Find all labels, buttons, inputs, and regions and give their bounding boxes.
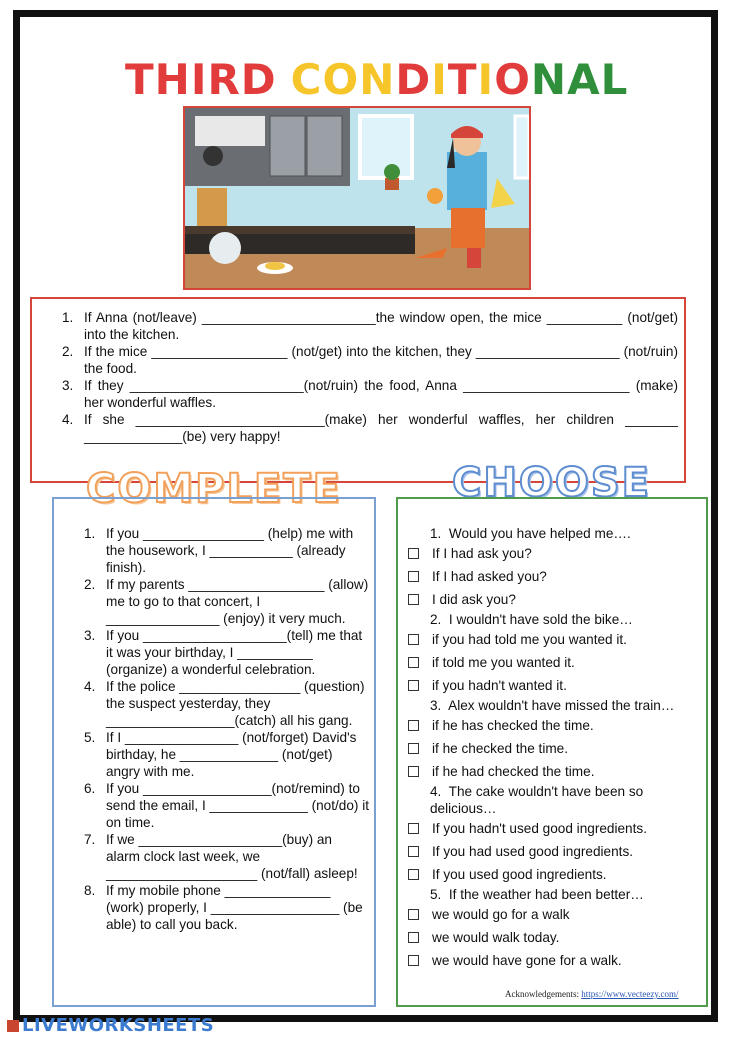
- item-text: If they _______________________(not/ruin) the food, Anna ______________________ (make) her wonderful waffles.: [84, 378, 678, 410]
- item-number: 3.: [62, 378, 74, 393]
- checkbox-icon[interactable]: [408, 594, 419, 605]
- choose-option[interactable]: [398, 863, 710, 886]
- choose-option[interactable]: [398, 565, 710, 588]
- item-text: If my mobile phone ______________ (work) properly, I _________________ (be able) to call you back.: [106, 883, 363, 932]
- title-letter: I: [190, 55, 208, 104]
- title-letter: R: [207, 55, 241, 104]
- option-label: we would walk today.: [432, 930, 560, 945]
- option-label: we would go for a walk: [432, 907, 570, 922]
- item-number: 3.: [84, 628, 96, 643]
- checkbox-icon[interactable]: [408, 766, 419, 777]
- exercise-item: [62, 309, 678, 343]
- option-label: if you had told me you wanted it.: [432, 632, 627, 647]
- item-number: 2.: [84, 577, 96, 592]
- title-letter: I: [477, 55, 495, 104]
- option-label: If you used good ingredients.: [432, 867, 607, 882]
- choose-option[interactable]: [398, 903, 710, 926]
- item-number: 4.: [62, 412, 74, 427]
- exercise-list: [62, 309, 678, 445]
- complete-item: [84, 678, 369, 729]
- item-text: If we ___________________(buy) an alarm clock last week, we ____________________ (not/fall) asleep!: [106, 832, 358, 881]
- choose-option[interactable]: [398, 817, 710, 840]
- choose-box: [396, 497, 708, 1007]
- checkbox-icon[interactable]: [408, 955, 419, 966]
- item-number: 1.: [62, 310, 74, 325]
- title-letter: O: [494, 55, 531, 104]
- title-letter: D: [395, 55, 432, 104]
- option-label: If you had used good ingredients.: [432, 844, 634, 859]
- option-label: if he had checked the time.: [432, 764, 595, 779]
- choose-question: 5. If the weather had been better…: [430, 887, 644, 902]
- checkbox-icon[interactable]: [408, 634, 419, 645]
- choose-option[interactable]: [398, 628, 710, 651]
- kitchen-illustration: [183, 106, 531, 290]
- choose-list: [398, 525, 710, 972]
- checkbox-icon[interactable]: [408, 823, 419, 834]
- item-number: 4.: [84, 679, 96, 694]
- checkbox-icon[interactable]: [408, 720, 419, 731]
- option-label: If I had asked you?: [432, 569, 547, 584]
- liveworksheets-logo: [7, 1015, 214, 1036]
- choose-option[interactable]: [398, 651, 710, 674]
- choose-option[interactable]: [398, 760, 710, 783]
- complete-item: [84, 729, 369, 780]
- title-letter: C: [290, 55, 323, 104]
- checkbox-icon[interactable]: [408, 548, 419, 559]
- choose-option[interactable]: [398, 588, 710, 611]
- item-number: 1.: [84, 526, 96, 541]
- option-label: if he checked the time.: [432, 741, 569, 756]
- checkbox-icon[interactable]: [408, 571, 419, 582]
- choose-question: 4. The cake wouldn't have been so delicious…: [430, 784, 647, 816]
- complete-item: [84, 576, 369, 627]
- exercise-item: [62, 411, 678, 445]
- item-number: 5.: [84, 730, 96, 745]
- title-letter: D: [240, 55, 277, 104]
- checkbox-icon[interactable]: [408, 743, 419, 754]
- complete-box: [52, 497, 376, 1007]
- logo-text: LIVEWORKSHEETS: [22, 1015, 215, 1036]
- page-title: [125, 55, 629, 111]
- title-letter: N: [530, 55, 568, 104]
- acknowledgements-link[interactable]: https://www.vecteezy.com/: [581, 989, 679, 999]
- choose-option[interactable]: [398, 840, 710, 863]
- choose-option[interactable]: [398, 542, 710, 565]
- item-text: If my parents __________________ (allow) me to go to that concert, I _______________ (enjoy) it very much.: [106, 577, 369, 626]
- exercise-third-conditional-box: [30, 297, 686, 483]
- item-number: 2.: [62, 344, 74, 359]
- item-text: If I _______________ (not/forget) David's birthday, he _____________ (not/get) angry with me.: [106, 730, 357, 779]
- choose-question: 2. I wouldn't have sold the bike…: [430, 612, 633, 627]
- complete-item: [84, 525, 369, 576]
- complete-heading: COMPLETE: [86, 466, 342, 512]
- complete-item: [84, 831, 369, 882]
- exercise-item: [62, 343, 678, 377]
- choose-option[interactable]: [398, 926, 710, 949]
- item-number: 6.: [84, 781, 96, 796]
- complete-item: [84, 882, 369, 933]
- complete-list: [84, 525, 369, 933]
- choose-option[interactable]: [398, 714, 710, 737]
- exercise-item: [62, 377, 678, 411]
- choose-question: 1. Would you have helped me….: [430, 526, 631, 541]
- checkbox-icon[interactable]: [408, 932, 419, 943]
- title-letter: T: [125, 55, 155, 104]
- checkbox-icon[interactable]: [408, 846, 419, 857]
- item-text: If you ___________________(tell) me that it was your birthday, I __________ (organize) a wonderful celebration.: [106, 628, 363, 677]
- title-letter: A: [567, 55, 601, 104]
- item-text: If Anna (not/leave) _______________________the window open, the mice __________ (not/get) into the kitchen.: [84, 310, 678, 342]
- option-label: If you hadn't used good ingredients.: [432, 821, 647, 836]
- item-number: 7.: [84, 832, 96, 847]
- option-label: If I had ask you?: [432, 546, 532, 561]
- title-letter: I: [431, 55, 448, 104]
- checkbox-icon[interactable]: [408, 909, 419, 920]
- choose-option[interactable]: [398, 674, 710, 697]
- title-letter: H: [154, 55, 191, 104]
- logo-badge-icon: [7, 1020, 19, 1032]
- option-label: I did ask you?: [432, 592, 516, 607]
- checkbox-icon[interactable]: [408, 657, 419, 668]
- choose-question: 3. Alex wouldn't have missed the train…: [430, 698, 675, 713]
- item-text: If the mice __________________ (not/get) into the kitchen, they ___________________ (not/ruin) the food.: [84, 344, 678, 376]
- choose-option[interactable]: [398, 949, 710, 972]
- option-label: we would have gone for a walk.: [432, 953, 622, 968]
- title-letter: L: [600, 55, 629, 104]
- complete-item: [84, 780, 369, 831]
- title-letter: O: [322, 55, 360, 104]
- title-letter: T: [447, 55, 478, 104]
- checkbox-icon[interactable]: [408, 680, 419, 691]
- item-text: If the police ________________ (question) the suspect yesterday, they _________________(catch) all his gang.: [106, 679, 365, 728]
- option-label: if told me you wanted it.: [432, 655, 575, 670]
- acknowledgements-label: Acknowledgements:: [505, 989, 579, 999]
- complete-item: [84, 627, 369, 678]
- choose-heading: CHOOSE: [452, 460, 651, 506]
- option-label: if he has checked the time.: [432, 718, 594, 733]
- item-text: If you _________________(not/remind) to send the email, I _____________ (not/do) it on time.: [106, 781, 370, 830]
- item-text: If you ________________ (help) me with the housework, I ___________ (already finish).: [106, 526, 354, 575]
- option-label: if you hadn't wanted it.: [432, 678, 567, 693]
- acknowledgements: [505, 989, 679, 999]
- checkbox-icon[interactable]: [408, 869, 419, 880]
- item-number: 8.: [84, 883, 96, 898]
- choose-option[interactable]: [398, 737, 710, 760]
- title-letter: N: [359, 55, 396, 104]
- item-text: If she _________________________(make) her wonderful waffles, her children _______ _____________(be) very happy!: [84, 412, 678, 444]
